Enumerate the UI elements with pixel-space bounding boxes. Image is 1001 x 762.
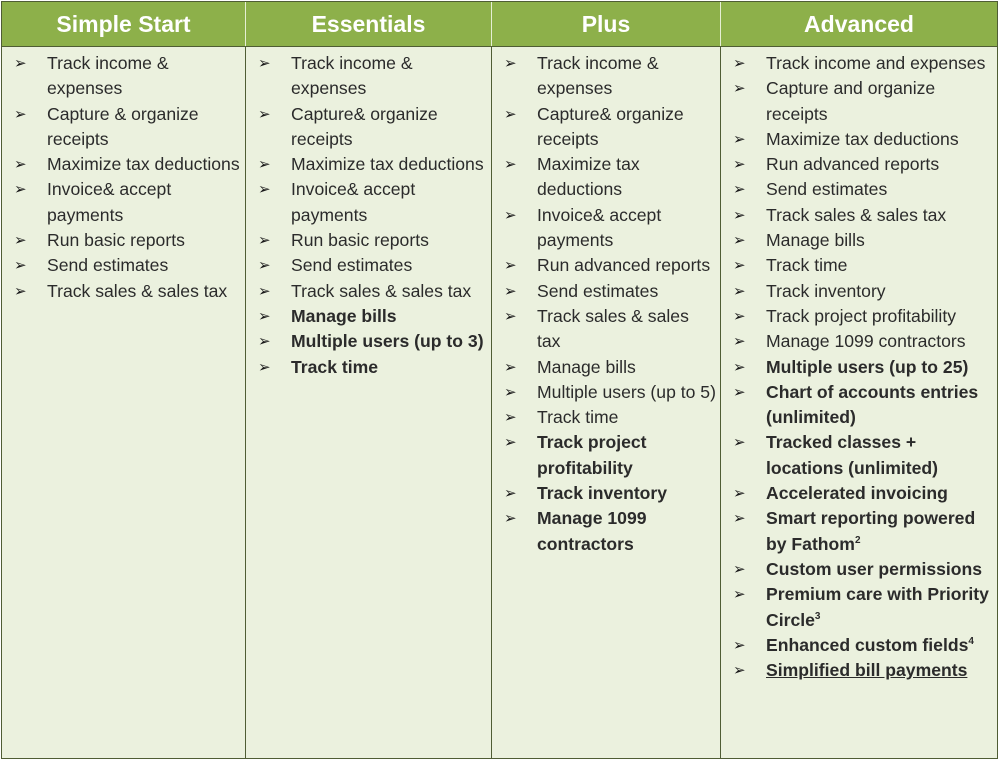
arrowhead-right-icon: ➢ — [258, 180, 271, 199]
feature-item — [504, 304, 716, 355]
feature-text — [47, 177, 241, 228]
feature-label: Track inventory — [537, 483, 668, 504]
feature-item — [14, 102, 241, 153]
arrowhead-right-icon: ➢ — [258, 281, 271, 300]
feature-item — [258, 329, 487, 354]
feature-label: Maximize tax deductions — [766, 128, 959, 149]
arrowhead-right-icon: ➢ — [14, 256, 27, 275]
arrowhead-right-icon: ➢ — [258, 104, 271, 123]
plan-comparison-table — [1, 1, 998, 759]
arrowhead-right-icon: ➢ — [733, 79, 746, 98]
feature-item — [504, 102, 716, 153]
feature-text — [47, 152, 241, 177]
arrowhead-right-icon: ➢ — [504, 408, 517, 427]
arrowhead-right-icon: ➢ — [733, 509, 746, 528]
arrowhead-right-icon: ➢ — [504, 433, 517, 452]
plan-column-essentials — [246, 47, 492, 758]
feature-item — [14, 228, 241, 253]
feature-item — [733, 430, 993, 481]
feature-item — [258, 228, 487, 253]
feature-text — [537, 355, 716, 380]
feature-item — [258, 51, 487, 102]
arrowhead-right-icon: ➢ — [258, 256, 271, 275]
feature-label: Maximize tax deductions — [47, 154, 240, 175]
feature-label: Manage bills — [537, 356, 636, 377]
feature-text — [47, 253, 241, 278]
feature-item — [504, 481, 716, 506]
feature-text — [537, 203, 716, 254]
arrowhead-right-icon: ➢ — [258, 231, 271, 250]
feature-label: Track income & expenses — [47, 53, 169, 99]
feature-text — [766, 152, 993, 177]
feature-label: Track sales & sales tax — [291, 280, 472, 301]
feature-item — [504, 203, 716, 254]
arrowhead-right-icon: ➢ — [733, 433, 746, 452]
feature-label: Invoice& accept payments — [47, 179, 172, 225]
feature-text — [291, 329, 487, 354]
feature-text — [291, 304, 487, 329]
arrowhead-right-icon: ➢ — [14, 231, 27, 250]
feature-list — [504, 51, 716, 557]
feature-label: Send estimates — [291, 255, 413, 276]
feature-item — [258, 279, 487, 304]
feature-text — [537, 152, 716, 203]
arrowhead-right-icon: ➢ — [14, 104, 27, 123]
feature-label: Custom user permissions — [766, 558, 983, 579]
feature-label: Maximize tax deductions — [537, 154, 640, 200]
arrowhead-right-icon: ➢ — [733, 585, 746, 604]
feature-item — [733, 177, 993, 202]
feature-label: Track time — [537, 407, 619, 428]
feature-text — [766, 127, 993, 152]
feature-label: Track income & expenses — [537, 53, 659, 99]
feature-item — [258, 177, 487, 228]
feature-item — [14, 152, 241, 177]
feature-label: Send estimates — [47, 255, 169, 276]
feature-label: Manage 1099 contractors — [766, 331, 966, 352]
arrowhead-right-icon: ➢ — [14, 155, 27, 174]
plan-header-simple-start: Simple Start — [2, 2, 246, 46]
feature-item — [733, 253, 993, 278]
arrowhead-right-icon: ➢ — [14, 180, 27, 199]
feature-label: Manage bills — [766, 230, 865, 251]
feature-item — [258, 304, 487, 329]
arrowhead-right-icon: ➢ — [504, 357, 517, 376]
arrowhead-right-icon: ➢ — [504, 256, 517, 275]
plan-header-plus: Plus — [492, 2, 721, 46]
feature-item — [733, 203, 993, 228]
feature-item — [14, 51, 241, 102]
feature-item — [733, 557, 993, 582]
feature-text — [291, 152, 487, 177]
feature-text — [766, 430, 993, 481]
feature-label: Track time — [291, 356, 379, 377]
feature-label: Track project profitability — [766, 305, 957, 326]
arrowhead-right-icon: ➢ — [14, 54, 27, 72]
feature-item — [504, 355, 716, 380]
arrowhead-right-icon: ➢ — [733, 635, 746, 654]
feature-label: Track time — [766, 255, 848, 276]
arrowhead-right-icon: ➢ — [733, 54, 746, 72]
feature-text — [766, 76, 993, 127]
plan-header-essentials: Essentials — [246, 2, 492, 46]
feature-item — [733, 329, 993, 354]
arrowhead-right-icon: ➢ — [504, 155, 517, 174]
feature-item — [504, 253, 716, 278]
footnote-marker: 4 — [968, 635, 974, 647]
plan-column-simple-start — [2, 47, 246, 758]
arrowhead-right-icon: ➢ — [504, 205, 517, 224]
feature-item — [733, 380, 993, 431]
plan-header-advanced: Advanced — [804, 10, 914, 37]
arrowhead-right-icon: ➢ — [733, 205, 746, 224]
feature-item — [733, 127, 993, 152]
feature-label: Tracked classes + locations (unlimited) — [766, 432, 939, 478]
feature-text — [766, 355, 993, 380]
feature-item — [14, 253, 241, 278]
feature-text — [291, 279, 487, 304]
header-row — [2, 2, 997, 47]
feature-text — [537, 253, 716, 278]
feature-item — [733, 76, 993, 127]
feature-item — [733, 304, 993, 329]
feature-text — [766, 633, 993, 658]
feature-label: Send estimates — [766, 179, 888, 200]
arrowhead-right-icon: ➢ — [14, 281, 27, 300]
arrowhead-right-icon: ➢ — [733, 129, 746, 148]
feature-label: Track project profitability — [537, 432, 647, 478]
feature-item — [733, 279, 993, 304]
footnote-marker: 2 — [854, 534, 861, 546]
feature-label: Capture& organize receipts — [537, 103, 684, 149]
feature-text — [766, 506, 993, 557]
feature-item — [733, 481, 993, 506]
feature-text — [766, 557, 993, 582]
feature-label: Accelerated invoicing — [766, 483, 948, 504]
feature-text — [537, 51, 716, 102]
feature-label: Invoice& accept payments — [291, 179, 416, 225]
feature-label: Multiple users (up to 3) — [291, 331, 484, 352]
feature-text — [766, 228, 993, 253]
feature-label: Track income and expenses — [766, 53, 986, 73]
feature-item — [504, 279, 716, 304]
feature-text — [537, 430, 716, 481]
feature-label: Run basic reports — [47, 230, 185, 251]
feature-text — [766, 279, 993, 304]
feature-item — [733, 228, 993, 253]
feature-text — [766, 51, 993, 76]
arrowhead-right-icon: ➢ — [504, 306, 517, 325]
arrowhead-right-icon: ➢ — [733, 661, 746, 680]
feature-list — [258, 51, 487, 380]
feature-label: Smart reporting powered by Fathom — [766, 508, 976, 554]
feature-text — [766, 380, 993, 431]
arrowhead-right-icon: ➢ — [258, 306, 271, 325]
feature-text — [766, 177, 993, 202]
feature-label: Chart of accounts entries (unlimited) — [766, 381, 979, 428]
feature-text — [47, 102, 241, 153]
feature-label: Multiple users (up to 25) — [766, 356, 969, 377]
feature-label: Send estimates — [537, 280, 659, 301]
feature-label: Invoice& accept payments — [537, 204, 662, 251]
feature-label: Simplified bill payments — [766, 660, 968, 681]
feature-text — [291, 228, 487, 253]
feature-text — [766, 203, 993, 228]
arrowhead-right-icon: ➢ — [504, 104, 517, 123]
feature-item — [504, 430, 716, 481]
arrowhead-right-icon: ➢ — [733, 357, 746, 376]
feature-text — [291, 51, 487, 102]
feature-label: Run basic reports — [291, 230, 429, 251]
feature-text — [291, 355, 487, 380]
feature-item — [733, 582, 993, 633]
arrowhead-right-icon: ➢ — [258, 357, 271, 376]
plan-column-plus — [492, 47, 721, 758]
arrowhead-right-icon: ➢ — [504, 281, 517, 300]
feature-text — [537, 304, 716, 355]
feature-item — [504, 152, 716, 203]
arrowhead-right-icon: ➢ — [733, 484, 746, 503]
feature-item — [504, 506, 716, 557]
arrowhead-right-icon: ➢ — [733, 231, 746, 250]
feature-label: Enhanced custom fields — [766, 634, 969, 655]
feature-item — [733, 51, 993, 76]
feature-item — [733, 152, 993, 177]
arrowhead-right-icon: ➢ — [733, 281, 746, 300]
feature-label: Track sales & sales tax — [47, 280, 228, 301]
arrowhead-right-icon: ➢ — [733, 332, 746, 351]
plan-column-advanced — [721, 47, 997, 758]
feature-text — [291, 177, 487, 228]
feature-text — [291, 102, 487, 153]
arrowhead-right-icon: ➢ — [258, 155, 271, 174]
feature-label: Capture and organize receipts — [766, 78, 936, 124]
feature-label: Capture& organize receipts — [291, 103, 438, 149]
feature-text — [766, 481, 993, 506]
feature-item — [733, 633, 993, 658]
feature-label: Maximize tax deductions — [291, 154, 484, 175]
feature-text — [537, 506, 716, 557]
feature-label: Manage bills — [291, 305, 397, 326]
feature-label: Multiple users (up to 5) — [537, 381, 716, 402]
feature-item — [733, 658, 993, 683]
feature-item — [258, 152, 487, 177]
feature-text — [766, 658, 993, 683]
arrowhead-right-icon: ➢ — [733, 382, 746, 401]
feature-item — [258, 253, 487, 278]
feature-item — [504, 405, 716, 430]
features-row — [2, 47, 997, 758]
arrowhead-right-icon: ➢ — [504, 484, 517, 503]
footnote-marker: 3 — [814, 610, 821, 622]
feature-label: Run advanced reports — [766, 154, 940, 175]
feature-text — [47, 51, 241, 102]
feature-item — [733, 506, 993, 557]
feature-text — [766, 329, 993, 354]
feature-item — [733, 355, 993, 380]
feature-text — [537, 405, 716, 430]
feature-list — [733, 51, 993, 683]
arrowhead-right-icon: ➢ — [733, 256, 746, 275]
feature-label: Premium care with Priority Circle — [766, 584, 989, 630]
feature-text — [766, 582, 993, 633]
feature-item — [258, 102, 487, 153]
feature-list — [14, 51, 241, 304]
arrowhead-right-icon: ➢ — [504, 382, 517, 401]
feature-text — [537, 102, 716, 153]
arrowhead-right-icon: ➢ — [733, 559, 746, 578]
feature-text — [766, 253, 993, 278]
feature-label: Run advanced reports — [537, 255, 711, 276]
arrowhead-right-icon: ➢ — [504, 509, 517, 528]
arrowhead-right-icon: ➢ — [258, 54, 271, 72]
feature-item — [14, 279, 241, 304]
arrowhead-right-icon: ➢ — [504, 54, 517, 72]
feature-text — [47, 228, 241, 253]
feature-item — [258, 355, 487, 380]
arrowhead-right-icon: ➢ — [733, 306, 746, 325]
feature-item — [504, 51, 716, 102]
feature-label: Track inventory — [766, 280, 886, 301]
feature-item — [504, 380, 716, 405]
arrowhead-right-icon: ➢ — [733, 180, 746, 199]
feature-label: Capture & organize receipts — [47, 103, 199, 149]
arrowhead-right-icon: ➢ — [258, 332, 271, 351]
feature-text — [47, 279, 241, 304]
feature-text — [537, 279, 716, 304]
feature-text — [537, 380, 716, 405]
feature-text — [537, 481, 716, 506]
feature-label: Track income & expenses — [291, 53, 413, 99]
feature-label: Track sales & sales tax — [537, 305, 689, 352]
feature-text — [291, 253, 487, 278]
feature-label: Track sales & sales tax — [766, 204, 947, 225]
feature-text — [766, 304, 993, 329]
feature-item — [14, 177, 241, 228]
feature-label: Manage 1099 contractors — [537, 508, 647, 554]
arrowhead-right-icon: ➢ — [733, 155, 746, 174]
